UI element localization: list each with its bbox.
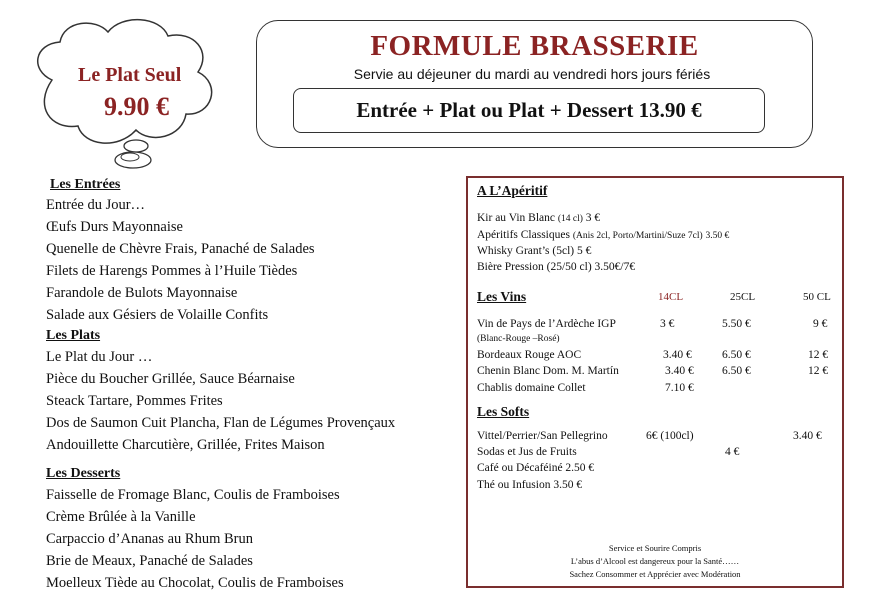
list-item: Salade aux Gésiers de Volaille Confits (46, 307, 269, 323)
entrees-heading: Les Entrées (50, 177, 121, 192)
list-item: Andouillette Charcutière, Grillée, Frites Maison (46, 437, 325, 453)
header-subtitle: Servie au déjeuner du mardi au vendredi hors jours fériés (353, 66, 711, 82)
wine-name: Bordeaux Rouge AOC (477, 349, 582, 361)
wine-price: 7.10 € (665, 382, 694, 394)
list-item: Faisselle de Fromage Blanc, Coulis de Framboises (46, 487, 340, 503)
wine-name: Chablis domaine Collet (477, 382, 586, 394)
list-item: Filets de Harengs Pommes à l’Huile Tièdes (46, 263, 298, 279)
list-item: Dos de Saumon Cuit Plancha, Flan de Légumes Provençaux (46, 415, 396, 431)
list-item: Le Plat du Jour … (46, 349, 153, 365)
soft-price: 6€ (100cl) (646, 430, 694, 442)
list-item: Carpaccio d’Ananas au Rhum Brun (46, 531, 253, 547)
offer-box: Entrée + Plat ou Plat + Dessert 13.90 € (293, 88, 765, 133)
wine-price: 6.50 € (722, 365, 751, 377)
list-item: Quenelle de Chèvre Frais, Panaché de Salades (46, 241, 315, 257)
drink-detail: (Anis 2cl, Porto/Martini/Suze 7cl) (572, 231, 703, 241)
column-header: 25CL (730, 291, 756, 303)
list-item: Œufs Durs Mayonnaise (46, 219, 183, 235)
list-item: Steack Tartare, Pommes Frites (46, 393, 223, 409)
list-item: Whisky Grant’s (5cl) 5 € (477, 245, 592, 257)
list-item: Entrée du Jour… (46, 197, 146, 213)
list-item: Thé ou Infusion 3.50 € (477, 479, 583, 491)
vins-heading: Les Vins (477, 289, 527, 304)
column-header: 50 CL (803, 291, 831, 303)
list-item: Brie de Meaux, Panaché de Salades (46, 553, 253, 569)
footer-line: Service et Sourire Compris (608, 543, 702, 553)
wine-name: Vin de Pays de l’Ardèche IGP (477, 318, 616, 330)
list-item (477, 212, 600, 224)
wine-name: Chenin Blanc Dom. M. Martín (477, 365, 619, 377)
food-menu (46, 176, 446, 594)
footer-line: L’abus d’Alcool est dangereux pour la Santé…… (570, 556, 740, 566)
promo-price: 9.90 € (104, 92, 169, 121)
list-item: Bière Pression (25/50 cl) 3.50€/7€ (477, 261, 636, 273)
wine-price: 12 € (808, 349, 829, 361)
wine-price: 9 € (813, 318, 828, 330)
drink-name: Kir au Vin Blanc (477, 212, 555, 224)
aperitif-heading: A L’Apéritif (477, 183, 548, 198)
desserts-heading: Les Desserts (46, 466, 121, 481)
drink-size: (14 cl) (557, 214, 583, 224)
footer-line: Sachez Consommer et Apprécier avec Modération (569, 569, 741, 579)
soft-price: 4 € (725, 446, 740, 458)
wine-price: 6.50 € (722, 349, 751, 361)
list-item (477, 229, 729, 241)
list-item: Pièce du Boucher Grillée, Sauce Béarnaise (46, 371, 295, 387)
wine-price: 12 € (808, 365, 829, 377)
wine-price: 5.50 € (722, 318, 751, 330)
wine-price: 3 € (660, 318, 675, 330)
page-title: FORMULE BRASSERIE (370, 30, 699, 62)
list-item: Crème Brûlée à la Vanille (46, 509, 196, 525)
soft-name: Sodas et Jus de Fruits (477, 446, 577, 458)
list-item: Moelleux Tiède au Chocolat, Coulis de Framboises (46, 575, 344, 591)
cloud-badge (0, 0, 240, 180)
list-item: Farandole de Bulots Mayonnaise (46, 285, 238, 301)
column-header: 14CL (658, 291, 684, 303)
softs-heading: Les Softs (477, 404, 530, 419)
drink-price: 3 € (585, 212, 601, 224)
plats-heading: Les Plats (46, 328, 101, 343)
drink-name: Apéritifs Classiques (477, 229, 570, 241)
promo-label: Le Plat Seul (78, 64, 182, 86)
wine-price: 3.40 € (665, 365, 694, 377)
list-item: Café ou Décaféiné 2.50 € (477, 462, 595, 474)
drink-price: 3.50 € (705, 231, 730, 241)
soft-name: Vittel/Perrier/San Pellegrino (477, 430, 608, 442)
soft-price: 3.40 € (793, 430, 822, 442)
wine-price: 3.40 € (663, 349, 692, 361)
wine-note: (Blanc-Rouge –Rosé) (477, 334, 560, 344)
